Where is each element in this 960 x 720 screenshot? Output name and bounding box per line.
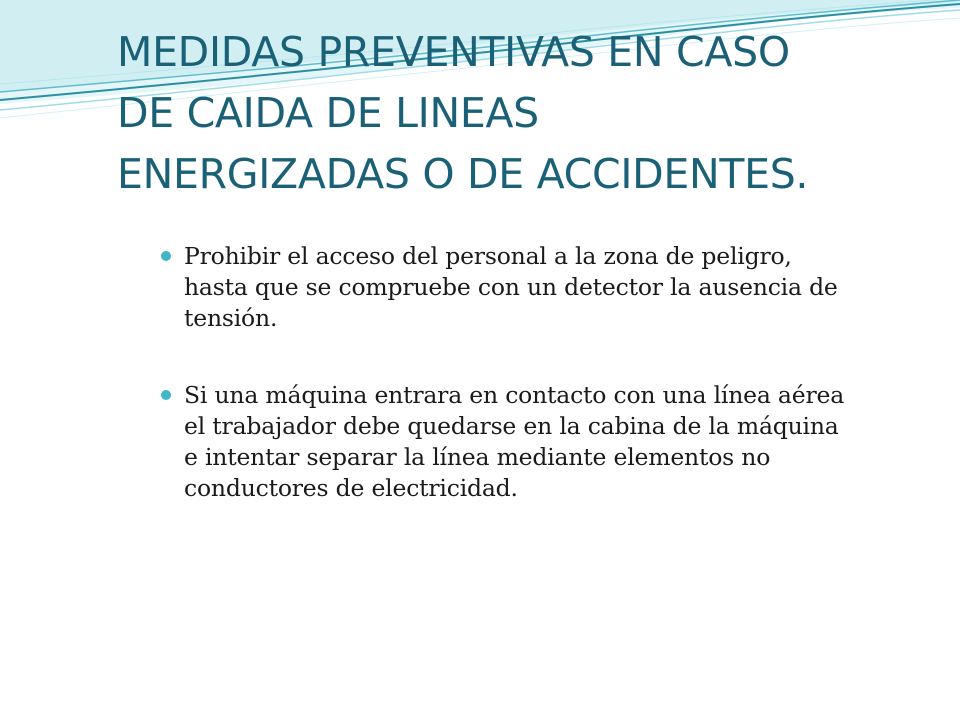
bullet-line: Prohibir el acceso del personal a la zona de peligro, — [184, 242, 792, 270]
bullet-item — [160, 380, 950, 504]
slide-title — [117, 22, 937, 205]
bullet-line: tensión. — [184, 304, 278, 332]
bullet-line: conductores de electricidad. — [184, 474, 518, 502]
bullet-text — [184, 380, 950, 504]
bullet-item — [160, 241, 950, 334]
bullet-dot-icon — [161, 390, 171, 400]
bullet-list — [160, 241, 950, 550]
bullet-line: e intentar separar la línea mediante elementos no — [184, 443, 771, 471]
bullet-dot-icon — [161, 251, 171, 261]
bullet-line: hasta que se compruebe con un detector la ausencia de — [184, 273, 838, 301]
bullet-line: Si una máquina entrara en contacto con una línea aérea — [184, 381, 845, 409]
bullet-line: el trabajador debe quedarse en la cabina de la máquina — [184, 412, 839, 440]
title-line: MEDIDAS PREVENTIVAS EN CASO — [117, 28, 790, 76]
title-line: DE CAIDA DE LINEAS — [117, 89, 539, 137]
bullet-text — [184, 241, 950, 334]
title-line: ENERGIZADAS O DE ACCIDENTES. — [117, 150, 809, 198]
